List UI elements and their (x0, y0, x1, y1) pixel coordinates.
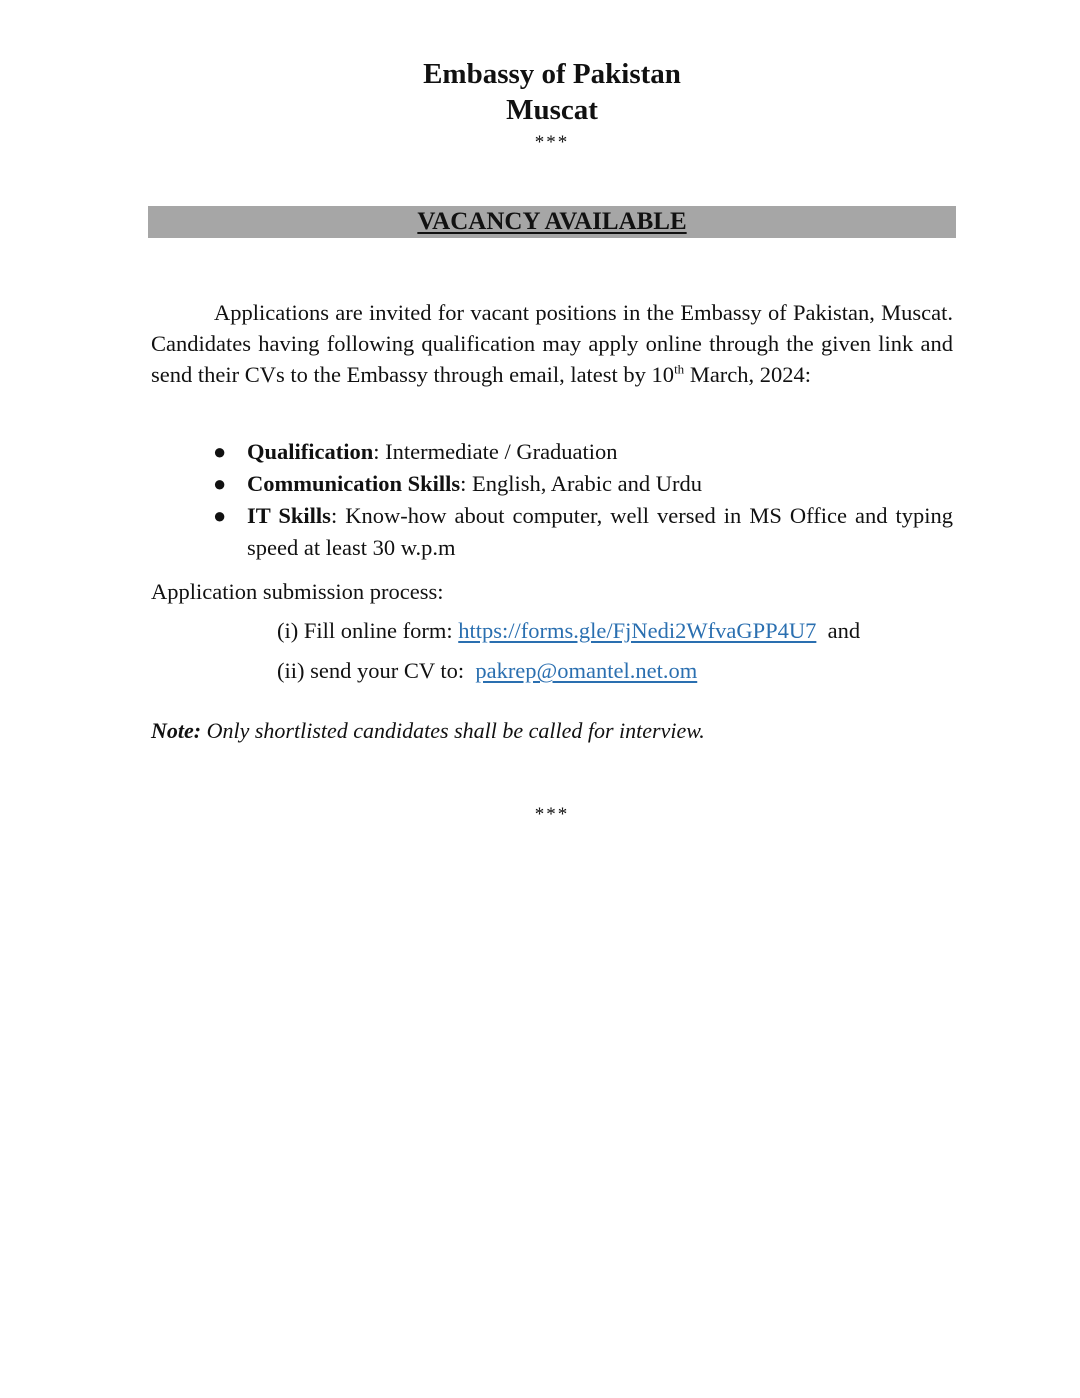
top-separator: *** (534, 132, 570, 153)
vacancy-title: VACANCY AVAILABLE (417, 208, 687, 235)
qualification-value: : English, Arabic and Urdu (460, 471, 703, 496)
intro-superscript: th (674, 361, 685, 377)
qualification-label: IT Skills (247, 503, 331, 528)
bullet-icon: ● (213, 503, 227, 528)
online-form-link[interactable]: https://forms.gle/FjNedi2WfvaGPP4U7 (458, 618, 817, 643)
organization-city: Muscat (506, 94, 598, 126)
step2-text: (ii) send your CV to: (277, 658, 476, 683)
note (151, 715, 705, 746)
process-step-1 (277, 615, 860, 646)
process-title: Application submission process: (151, 579, 444, 604)
vacancy-banner (148, 206, 956, 238)
email-link[interactable]: pakrep@omantel.net.om (475, 658, 698, 683)
bullet-icon: ● (213, 439, 227, 464)
intro-text: Applications are invited for vacant positions in the Embassy of Pakistan, Muscat. Candidates having following qualification may apply online through the given link and send their CVs to the Embassy through email, latest by 10 (151, 300, 953, 387)
qualification-label: Communication Skills (247, 471, 461, 496)
qualification-value: : Know-how about computer, well versed in MS Office and typing speed at least 30 w.p.m (247, 503, 953, 560)
step1-suffix: and (816, 618, 861, 643)
note-text: Only shortlisted candidates shall be called for interview. (201, 718, 705, 743)
list-item (213, 436, 953, 468)
bullet-icon: ● (213, 471, 227, 496)
step1-text: (i) Fill online form: (277, 618, 459, 643)
list-item (213, 500, 953, 564)
list-item (213, 468, 953, 500)
qualification-value: : Intermediate / Graduation (373, 439, 618, 464)
intro-text-end: March, 2024: (684, 362, 812, 387)
intro-paragraph (151, 297, 953, 390)
bottom-separator: *** (534, 804, 570, 825)
qualification-list (213, 436, 953, 564)
qualification-label: Qualification (247, 439, 374, 464)
organization-name: Embassy of Pakistan (423, 58, 681, 90)
note-label: Note: (151, 718, 202, 743)
process-step-2 (277, 655, 697, 686)
